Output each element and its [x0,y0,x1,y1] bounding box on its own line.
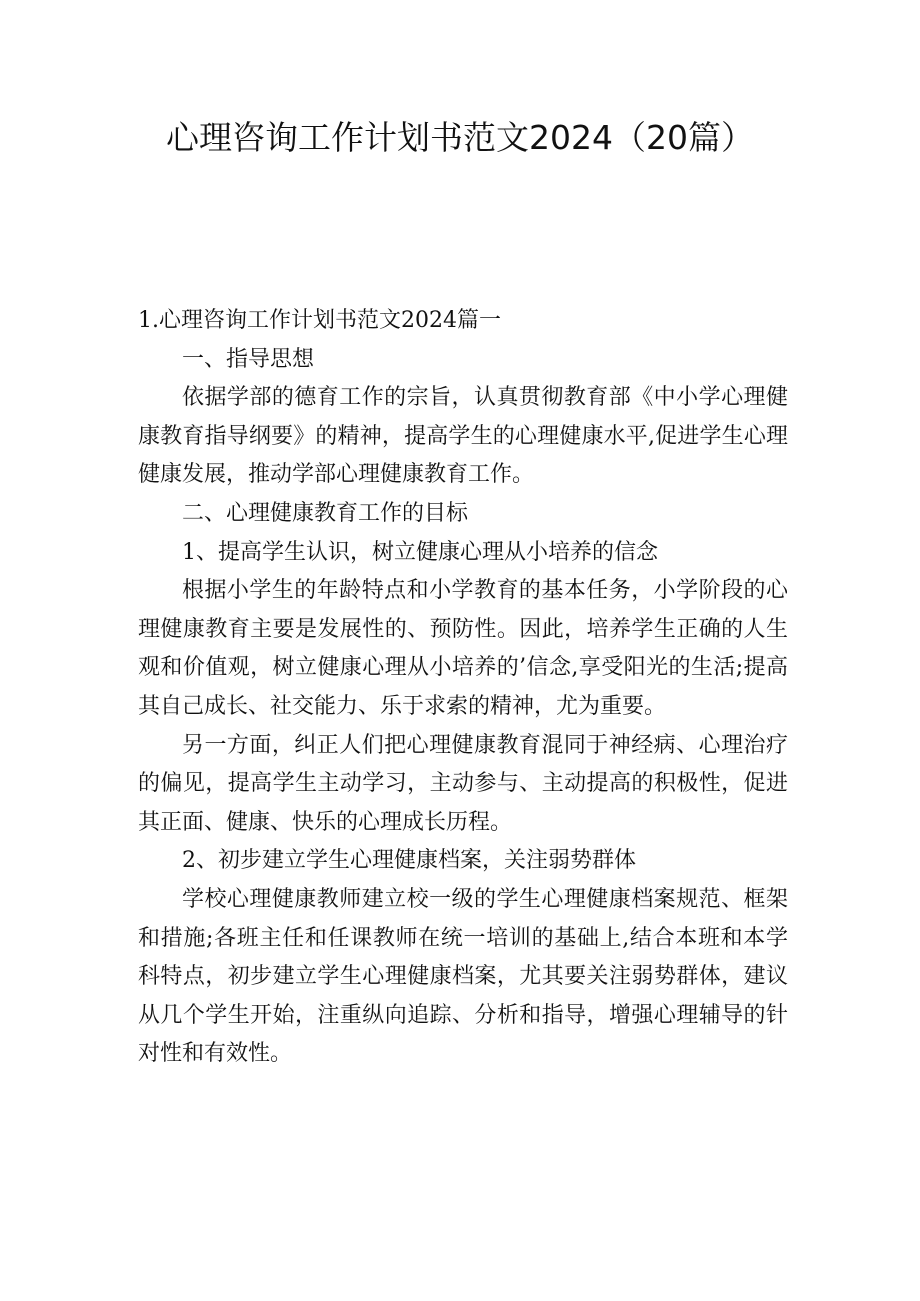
heading-goals: 二、心理健康教育工作的目标 [182,500,469,526]
subheading-goal-2: 2、初步建立学生心理健康档案，关注弱势群体 [182,848,636,874]
subheading-goal-1: 1、提高学生认识，树立健康心理从小培养的信念 [182,539,658,565]
paragraph-goal-1-b: 另一方面，纠正人们把心理健康教育混同于神经病、心理治疗的偏见，提高学生主动学习，主动参与、主动提高的积极性，促进其正面、健康、快乐的心理成长历程。 [138,732,788,835]
paragraph-goal-2: 学校心理健康教师建立校一级的学生心理健康档案规范、框架和措施;各班主任和任课教师在统一培训的基础上,结合本班和本学科特点，初步建立学生心理健康档案，尤其要关注弱势群体，建议从几个学生开始，注重纵向追踪、分析和指导，增强心理辅导的针对性和有效性。 [138,886,788,1067]
section-heading: 1.心理咨询工作计划书范文2024篇一 [138,308,501,333]
document-title: 心理咨询工作计划书范文2024（20篇） [166,118,754,157]
paragraph-goal-1-a: 根据小学生的年龄特点和小学教育的基本任务，小学阶段的心理健康教育主要是发展性的、预防性。因此，培养学生正确的人生观和价值观，树立健康心理从小培养的’信念,享受阳光的生活;提高其自己成长、社交能力、乐于求索的精神，尤为重要。 [138,578,788,719]
heading-guiding-ideology: 一、指导思想 [182,346,315,372]
document-body [138,302,788,1074]
paragraph-guiding-ideology: 依据学部的德育工作的宗旨，认真贯彻教育部《中小学心理健康教育指导纲要》的精神，提高学生的心理健康水平,促进学生心理健康发展，推动学部心理健康教育工作。 [138,385,788,488]
